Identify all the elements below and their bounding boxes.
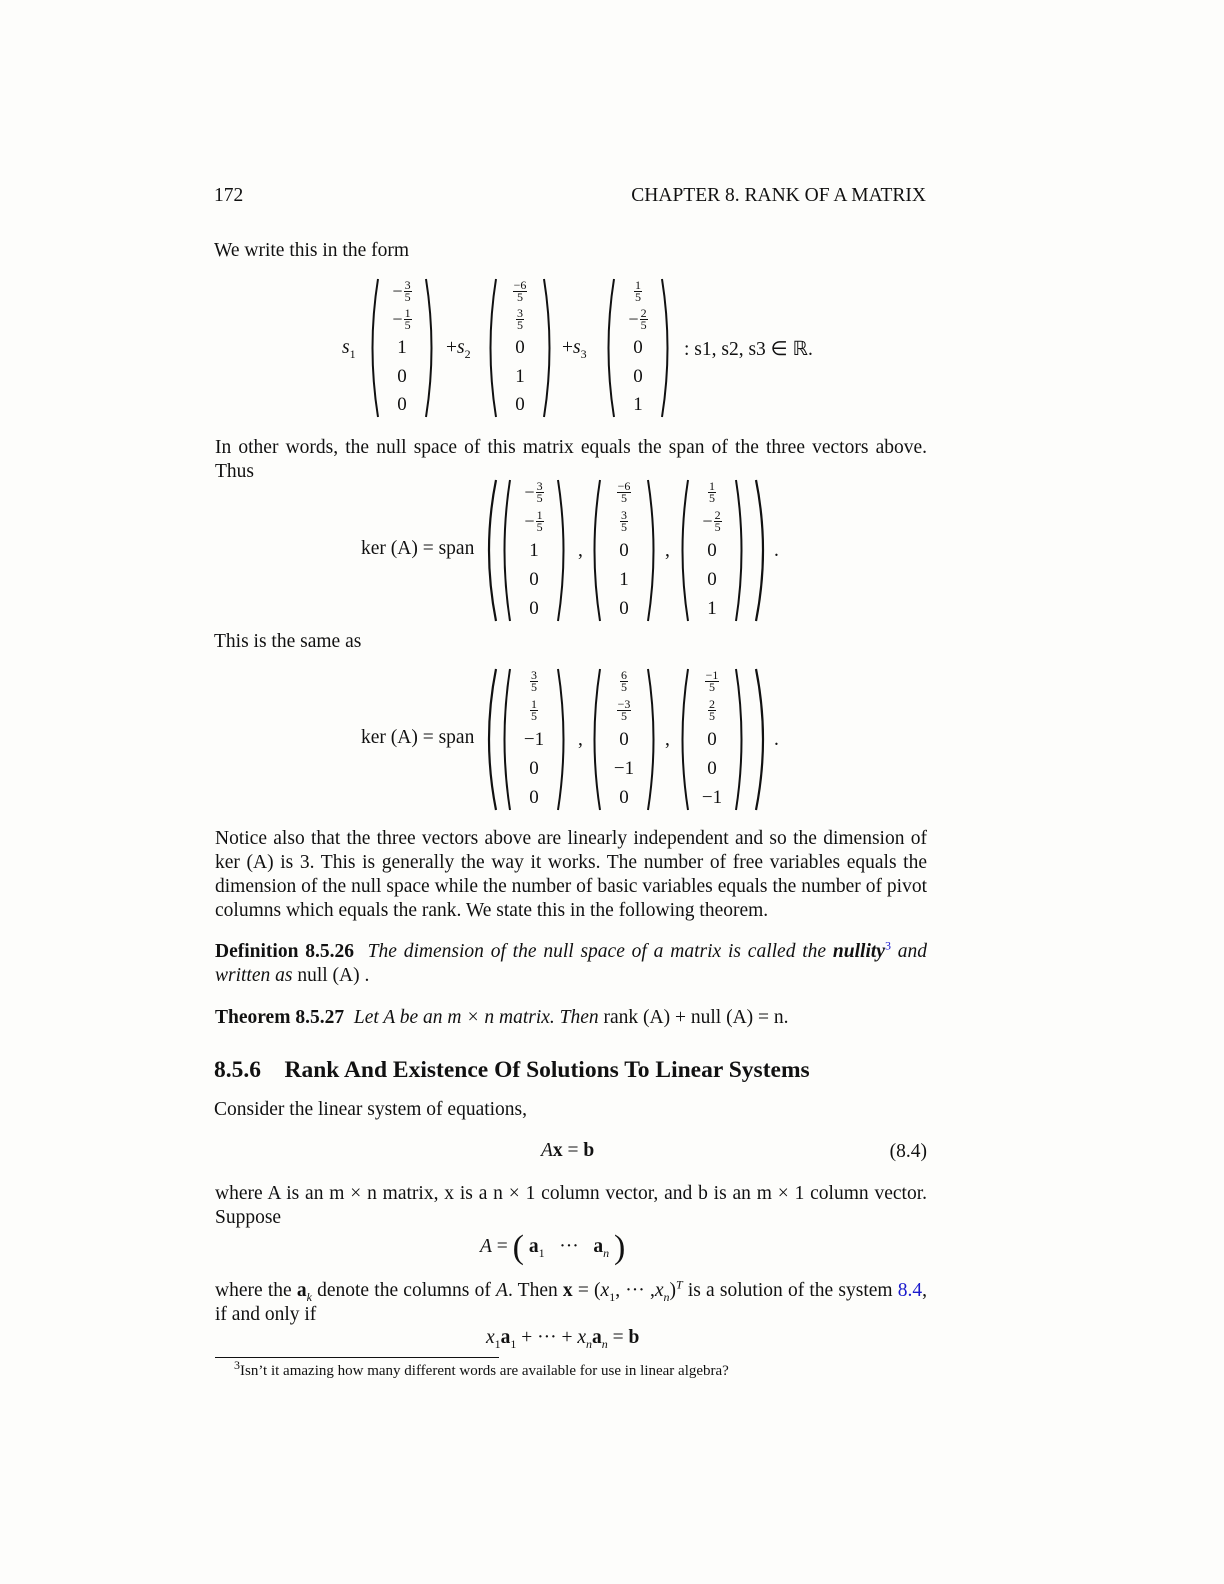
paren-right-icon [734, 478, 748, 623]
section-number: 8.5.6 [214, 1057, 261, 1083]
comma: , [578, 729, 583, 750]
span2-vector-2: $\frac{6}{5}$ $\frac{-3}{5}$ 0 −1 0 [588, 667, 660, 812]
definition-block [215, 940, 927, 988]
intro-text: We write this in the form [214, 240, 410, 261]
paragraph-same-as: This is the same as [214, 631, 362, 652]
comma: , [665, 729, 670, 750]
coeff-s1: $s_1$ [342, 337, 356, 361]
paragraph-consider: Consider the linear system of equations, [214, 1099, 528, 1120]
theorem-label: Theorem 8.5.27 [215, 1007, 345, 1028]
span2-vector-1: $\frac{3}{5}$ $\frac{1}{5}$ −1 0 0 [498, 667, 570, 812]
span1-vector-2: $\frac{-6}{5}$ $\frac{3}{5}$ 0 1 0 [588, 478, 660, 623]
equation-tag: (8.4) [889, 1141, 927, 1162]
paren-right-icon [646, 478, 660, 623]
paren-left-icon [588, 667, 602, 812]
paren-right-icon [556, 478, 570, 623]
outer-paren-right [752, 667, 772, 812]
paren-right-icon [556, 667, 570, 812]
span1-vector-1: − $\frac{3}{5}$ − $\frac{1}{5}$ 1 0 0 [498, 478, 570, 623]
span1-vector-3: $\frac{1}{5}$ − $\frac{2}{5}$ 0 0 1 [676, 478, 748, 623]
section-heading [214, 1057, 810, 1084]
coeff-s3: $+s_3$ [562, 337, 587, 361]
theorem-formula: rank (A) + null (A) = n. [603, 1007, 789, 1028]
paren-left-icon [498, 667, 512, 812]
combination-vector-2: $\frac{-6}{5}$ $\frac{3}{5}$ 0 1 0 [484, 277, 556, 419]
outer-paren-left [480, 478, 500, 623]
paren-left-icon [602, 277, 616, 419]
definition-text: The dimension of the null space of a matrix is called the [367, 941, 827, 962]
comma: , [578, 540, 583, 561]
page-number: 172 [214, 185, 244, 206]
span2-vector-3: $\frac{-1}{5}$ $\frac{2}{5}$ 0 0 −1 [676, 667, 748, 812]
paren-right-icon [424, 277, 438, 419]
paragraph-solution: where the $a_k$ denote the columns of A. Then $x = (x_1$, ··· $,x_n)^T$ is a solution of the system 8.4, if and only if [215, 1277, 927, 1325]
footnote-text: Isn’t it amazing how many different words are available for use in linear algebra? [240, 1363, 729, 1379]
paren-left-icon [366, 277, 380, 419]
paren-left-icon [498, 478, 512, 623]
outer-paren-right [752, 478, 772, 623]
ker-span-lhs-1: ker (A) = span [361, 538, 475, 559]
paragraph-null-space: In other words, the null space of this matrix equals the span of the three vectors above. Thus [215, 437, 927, 482]
paren-left-icon [676, 667, 690, 812]
period: . [774, 729, 779, 750]
outer-paren-left [480, 667, 500, 812]
combination-vector-1: − $\frac{3}{5}$ − $\frac{1}{5}$ 1 0 0 [366, 277, 438, 419]
paragraph-where: where A is an m × n matrix, x is a n × 1 column vector, and b is an m × 1 column vector. Suppose [215, 1183, 927, 1228]
period: . [774, 540, 779, 561]
section-title: Rank And Existence Of Solutions To Linear Systems [284, 1057, 810, 1083]
footnote-link[interactable]: 3 [884, 938, 891, 953]
comma: , [665, 540, 670, 561]
paren-left-icon [484, 277, 498, 419]
coeff-s2: $+s_2$ [446, 337, 471, 361]
definition-label: Definition 8.5.26 [215, 941, 354, 962]
paren-right-icon [660, 277, 674, 419]
equation-link[interactable]: 8.4 [897, 1280, 923, 1301]
footnote: $^3$Isn’t it amazing how many different words are available for use in linear algebra? [234, 1358, 729, 1379]
paren-left-icon [676, 478, 690, 623]
theorem-text: Let A be an m × n matrix. Then [353, 1007, 599, 1028]
definition-text-after: and written as [215, 941, 928, 986]
paren-left-icon [588, 478, 602, 623]
combination-vector-3: $\frac{1}{5}$ − $\frac{2}{5}$ 0 0 1 [602, 277, 674, 419]
paren-right-icon [646, 667, 660, 812]
theorem-block [215, 1006, 927, 1030]
final-equation: $x_1a_1$ + ··· + $x_na_n = b$ [486, 1327, 640, 1351]
definition-notation: null (A) . [297, 965, 370, 986]
paragraph-dimension: Notice also that the three vectors above are linearly independent and so the dimension of ker (A) is 3. This is generally the way it works. The number of free variables equals the dimension of the null space while the number of basic variables equals the number of pivot columns which equals the rank. We state this in the following theorem. [215, 828, 927, 921]
running-title: CHAPTER 8. RANK OF A MATRIX [631, 185, 926, 206]
paren-right-icon [734, 667, 748, 812]
equation-8-4: Ax = b [541, 1140, 595, 1161]
ker-span-lhs-2: ker (A) = span [361, 727, 475, 748]
definition-term: nullity [832, 941, 885, 962]
paren-right-icon [542, 277, 556, 419]
footnote-rule [215, 1357, 499, 1358]
parameter-domain: : s1, s2, s3 ∈ ℝ. [684, 339, 813, 360]
matrix-A-columns: A = ( $a_1$ ··· $a_n$ ) [480, 1229, 626, 1266]
